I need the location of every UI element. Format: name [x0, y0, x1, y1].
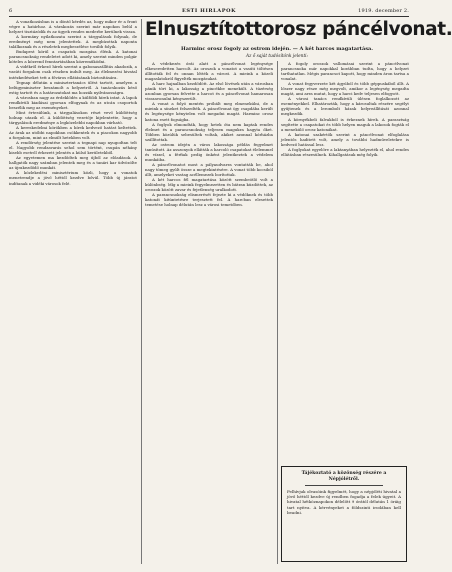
paragraph: A fogoly oroszok vallomásai szerint a páncélvonat parancsnoka már napokkal korábban tudta, hogy a helyzet tarthatatlan. Mégis parancsot kapott, hogy minden áron tartsa a vonalat. — [281, 61, 409, 82]
paragraph: Budapest körül a csapatok mozgása élénk. A katonai parancsnokság rendeletet adott ki, amely szerint minden polgár köteles a közrend fenntartásában közreműködni. — [9, 49, 137, 65]
paragraph: A harc hajnalban kezdődött. Az első lövések után a városban pánik tört ki, a lakosság a pincékbe menekült. A tüzérség azonban gyorsan felvette a harcot és a páncélvonat hamarosan visszavonulni kényszerült. — [145, 81, 273, 102]
article-byline: Az ő saját tudósítónk jelenti: — [245, 54, 308, 59]
notice-title: Tájékoztató a közönség részére a Népjólétről. — [301, 471, 387, 482]
paragraph: A városi tanács rendkívüli ülésen foglalkozott az eseményekkel. Elhatározták, hogy a károsultak részére segélyt gyűjtenek és a lerombolt házak helyreállítását azonnal megkezdik. — [281, 96, 409, 117]
paragraph: A foglyokat egyelőre a laktanyában helyezték el, ahol rendes ellátásban részesülnek. Kihallgatásuk még folyik. — [281, 146, 409, 157]
paragraph: A kereskedelmi körökben a hírek kedvező hatást keltettek. Az árak az utóbbi napokban csökkentek és a piacokon nagyobb a forgalom, mint az elmúlt hetekben volt. — [9, 124, 137, 141]
paragraph: A páncélvonatot most a pályaudvarra vontatták be, ahol nagy tömeg gyűlt össze a megtekintésére. A vonat több kocsiból állt, amelyeket vastag acéllemezek borítottak. — [145, 161, 273, 178]
paragraph: A rendőrség jelentése szerint a tegnapi nap nyugodtan telt el. Nagyobb rendzavarás sehol sem történt, csupán néhány kisebb esetről érkezett jelentés a külső kerületekből. — [9, 140, 137, 156]
paragraph: Az ostrom idején a város lakossága példás fegyelmet tanúsított. Az asszonyok ellátták a harcoló csapatokat élelemmel és vízzel, a férfiak pedig önként jelentkeztek a védelem munkáiba. — [145, 141, 273, 162]
notice-rule — [305, 485, 383, 486]
column-divider — [277, 61, 278, 564]
paragraph: A foglyok elmondták, hogy hetek óta nem kaptak rendes élelmet és a parancsnokság teljesen magukra hagyta őket. Többen közülük sebesültek voltak, akiket azonnal kórházba szállítottak. — [145, 121, 273, 142]
paragraph: A közlekedési minisztérium közli, hogy a vonatok menetrendje a jövő héttől kezdve bővül. Több új járatot indítanak a vidéki városok felé. — [9, 170, 137, 186]
paper-name: ESTI HIRLAPOK — [181, 8, 237, 14]
paragraph: A vidékről érkező hírek szerint a gabonaszállítás akadozik, a vasúti forgalom csak részben indult meg. Az élelmezési hivatal intézkedéseket tett a főváros ellátásának biztosítására. — [9, 64, 137, 80]
paragraph: A vonat a folyó mentén próbált meg elmenekülni, de a mieink a síneket felszedték. A páncélvonat így csapdába került és legénysége kénytelen volt megadni magát. Harminc orosz katona esett fogságba. — [145, 101, 273, 122]
notice-box — [281, 466, 407, 562]
paragraph: Mint értesülünk, a tárgyalásokon részt vevő küldöttség holnap utazik el. A küldöttség vezetője kijelentette, hogy a tárgyalások eredménye a legközelebbi napokban várható. — [9, 109, 137, 125]
paragraph: A környékbeli falvakból is érkeznek hírek. A parasztság segítette a csapatokat és több helyen maguk a lakosok fogták el a menekülő orosz katonákat. — [281, 116, 409, 132]
paragraph: A vonat fegyverzete két ágyúból és több géppuskából állt. A lőszer nagy része még megvolt, amikor a legénység megadta magát, ami arra mutat, hogy a harci kedv teljesen elfogyott. — [281, 81, 409, 97]
paragraph: A védekezés órái alatt a páncélvonat legénysége elkeseredetten harcolt. Az oroszok a vonatot a vasúti töltésen állították fel és onnan lőtték a várost. A mieink a közeli magaslatokról figyelték mozgásukat. — [145, 61, 273, 82]
paragraph: Az egyetemen ma kezdődtek meg újból az előadások. A hallgatók nagy számban jelentek meg és a tanári kar üdvözölte az újrakezdődő munkát. — [9, 155, 137, 171]
paragraph: A kormány nyilatkozata szerint a tárgyalások folynak, de eredményt még nem jelentettek. A megbízottak naponta találkoznak és a részletek megbeszélése tovább folyik. — [9, 34, 137, 50]
paragraph: A városban nagy az érdeklődés a külföldi hírek iránt. A lapok rendkívüli kiadásai gyorsan elfogynak és az utcán csoportok beszélik meg az eseményeket. — [9, 94, 137, 110]
paragraph: A vonatkozásban is a döntő kérdés az, hogy mikor ér a front végre a határhoz. A várakozás szerint már napokon belül a helyzet tisztázódik és az ügyek rendes mederbe kerülnek vissza. — [9, 19, 137, 35]
left-column — [9, 19, 137, 564]
paragraph: A katonai szakértők szerint a páncélvonat elfoglalása jelentős haditett volt, amely a további hadműveletekre is kedvező hatással lesz. — [281, 131, 409, 147]
header-rule — [9, 16, 409, 17]
page-number: 6 — [9, 8, 13, 14]
issue-date: 1919. december 2. — [358, 8, 409, 14]
right-column — [281, 61, 409, 461]
middle-column — [145, 61, 273, 564]
notice-body: Felhívjuk olvasóink figyelmét, hogy a népjóléti hivatal a jövő héttől kezdve új rendben fogadja a felek ügyeit. A hivatal hétköznapokon délelőtt 9 órától délután 1 óráig tart nyitva. A kérvényeket a földszinti irodában kell beadni. — [287, 489, 401, 515]
paragraph: Tegnap délután a minisztertanács ülést tartott, amelyen a belügyminiszter beszámolt a helyzetről. A tanácskozás késő estig tartott és a határozatokat ma hozzák nyilvánosságra. — [9, 79, 137, 95]
running-head — [9, 6, 409, 16]
newspaper-page — [9, 6, 452, 566]
article-subhead: Harminc orosz fogoly az ostrom idején. — A két harcos magatartása. — [180, 46, 374, 52]
article-headline: Elnusztítottorosz páncélvonat. — [145, 19, 452, 40]
paragraph: A két harcos fél magatartása között szembeötlő volt a különbség. Míg a mieink fegyelmezetten és bátran küzdöttek, az oroszok között zavar és fejetlenség uralkodott. — [145, 177, 273, 193]
column-divider — [141, 19, 142, 564]
paragraph: A parancsnokság elismerését fejezte ki a védőknek és több katonát kitüntetésre terjesztett fel. A harcban elesettek temetése holnap délután lesz a városi temetőben. — [145, 192, 273, 208]
